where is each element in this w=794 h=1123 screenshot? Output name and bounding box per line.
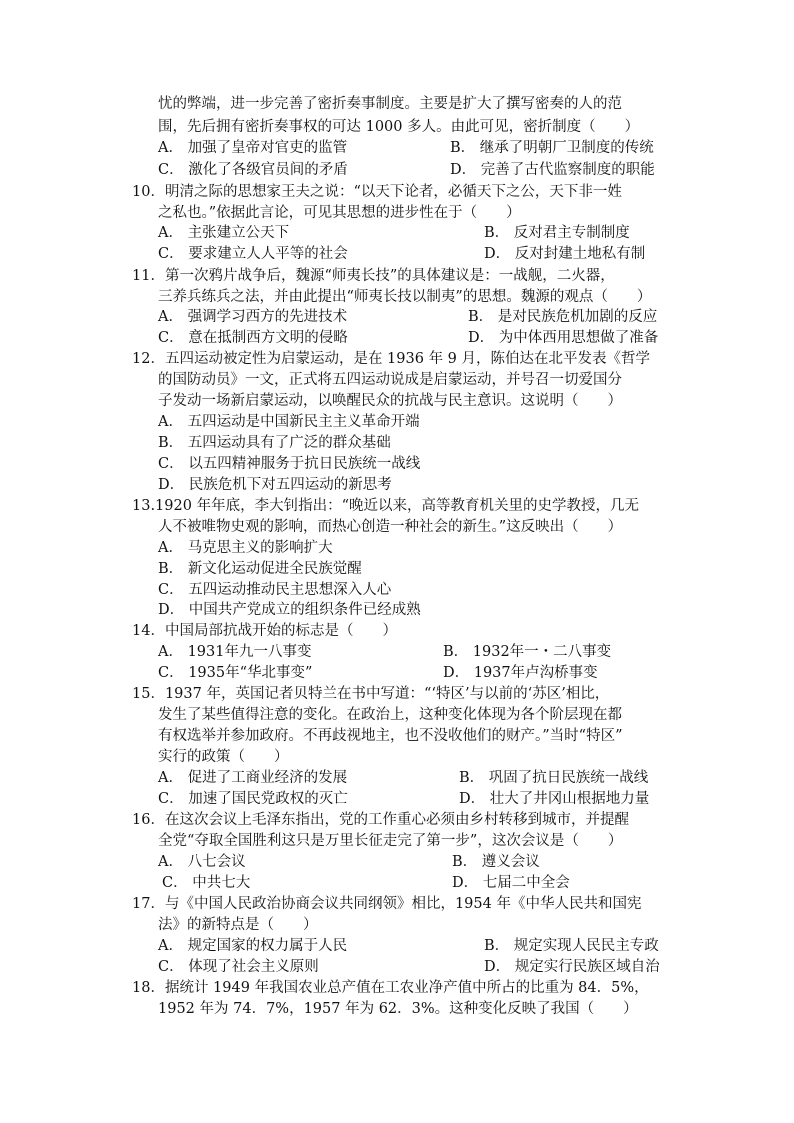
q16-option-d: D． 七届二中全会 <box>452 875 570 891</box>
q14-option-d: D． 1937年卢沟桥事变 <box>443 665 598 681</box>
q15-stem-line-4: 实行的政策（ ） <box>158 749 289 765</box>
q11-stem-line-1: 11．第一次鸦片战争后，魏源“师夷长技”的具体建议是：一战舰，二火器， <box>132 268 615 284</box>
q10-stem-line-1: 10．明清之际的思想家王夫之说：“以天下论者，必循天下之公，天下非一姓 <box>132 184 622 200</box>
q14-stem-line-1: 14．中国局部抗战开始的标志是（ ） <box>132 623 397 639</box>
q12-option-d: D． 民族危机下对五四运动的新思考 <box>158 477 392 493</box>
q16-option-b: B． 遵义会议 <box>452 854 540 870</box>
q10-option-c: C． 要求建立人人平等的社会 <box>158 246 348 262</box>
q16-stem-line-2: 全党“夺取全国胜利这只是万里长征走完了第一步”，这次会议是（ ） <box>158 833 623 849</box>
q14-option-a: A． 1931年九一八事变 <box>158 644 312 660</box>
q13-option-d: D． 中国共产党成立的组织条件已经成熟 <box>158 602 421 618</box>
q15-option-d: D． 壮大了井冈山根据地力量 <box>459 791 650 807</box>
q13-option-b: B． 新文化运动促进全民族觉醒 <box>158 561 362 577</box>
q9-stem-line-1: 忧的弊端，进一步完善了密折奏事制度。主要是扩大了撰写密奏的人的范 <box>158 96 622 112</box>
q15-option-a: A． 促进了工商业经济的发展 <box>158 770 348 786</box>
q12-stem-line-3: 子发动一场新启蒙运动，以唤醒民众的抗战与民主意识。这说明（ ） <box>158 393 622 409</box>
q12-option-a: A． 五四运动是中国新民主主义革命开端 <box>158 414 420 430</box>
q9-option-c: C． 激化了各级官员间的矛盾 <box>158 162 348 178</box>
q9-option-b: B． 继承了明朝厂卫制度的传统 <box>450 140 654 156</box>
q17-option-a: A． 规定国家的权力属于人民 <box>158 938 348 954</box>
q13-option-a: A． 马克思主义的影响扩大 <box>158 540 333 556</box>
q17-option-d: D． 规定实行民族区域自治 <box>484 959 660 975</box>
q13-option-c: C． 五四运动推动民主思想深入人心 <box>158 582 392 598</box>
q9-option-a: A． 加强了皇帝对官吏的监管 <box>158 140 348 156</box>
q16-stem-line-1: 16．在这次会议上毛泽东指出，党的工作重心必须由乡村转移到城市，并提醒 <box>132 812 629 828</box>
q11-option-c: C． 意在抵制西方文明的侵略 <box>158 330 348 346</box>
q13-stem-line-2: 人不被唯物史观的影响，而热心创造一种社会的新生。”这反映出（ ） <box>158 519 623 535</box>
q11-option-b: B． 是对民族危机加剧的反应 <box>468 309 658 325</box>
q16-option-a: A． 八七会议 <box>158 854 246 870</box>
q13-stem-line-1: 13.1920 年年底，李大钊指出：“晚近以来，高等教育机关里的史学教授，几无 <box>132 498 639 514</box>
q14-option-b: B． 1932年一・二八事变 <box>443 644 612 660</box>
q17-stem-line-2: 法》的新特点是（ ） <box>158 917 318 933</box>
q17-stem-line-1: 17．与《中国人民政治协商会议共同纲领》相比，1954 年《中华人民共和国宪 <box>132 896 642 912</box>
q9-stem-line-2: 围，先后拥有密折奏事权的可达 1000 多人。由此可见，密折制度（ ） <box>158 119 640 135</box>
q10-stem-line-2: 之私也。”依据此言论，可见其思想的进步性在于（ ） <box>158 205 521 221</box>
q10-option-d: D． 反对封建土地私有制 <box>484 246 646 262</box>
q15-option-c: C． 加速了国民党政权的灭亡 <box>158 791 348 807</box>
q16-option-c: C． 中共七大 <box>162 875 251 891</box>
q10-option-a: A． 主张建立公天下 <box>158 225 290 241</box>
q12-stem-line-2: 的国防动员》一文，正式将五四运动说成是启蒙运动，并号召一切爱国分 <box>158 372 622 388</box>
q15-option-b: B． 巩固了抗日民族统一战线 <box>459 770 649 786</box>
q11-option-d: D． 为中体西用思想做了准备 <box>468 330 659 346</box>
q11-option-a: A． 强调学习西方的先进技术 <box>158 309 348 325</box>
q12-option-c: C． 以五四精神服务于抗日民族统一战线 <box>158 456 421 472</box>
q17-option-c: C． 体现了社会主义原则 <box>158 959 319 975</box>
q15-stem-line-1: 15．1937 年，英国记者贝特兰在书中写道：“‘特区’与以前的‘苏区’相比， <box>132 686 610 702</box>
q14-option-c: C． 1935年“华北事变” <box>158 665 313 681</box>
q15-stem-line-2: 发生了某些值得注意的变化。在政治上，这种变化体现为各个阶层现在都 <box>158 707 622 723</box>
q15-stem-line-3: 有权选举并参加政府。不再歧视地主，也不没收他们的财产。”当时“特区” <box>158 728 623 744</box>
q10-option-b: B． 反对君主专制制度 <box>484 225 630 241</box>
q11-stem-line-2: 三养兵练兵之法，并由此提出“师夷长技以制夷”的思想。魏源的观点（ ） <box>158 289 652 305</box>
q12-stem-line-1: 12．五四运动被定性为启蒙运动，是在 1936 年 9 月，陈伯达在北平发表《哲学 <box>132 351 651 367</box>
q9-option-d: D． 完善了古代监察制度的职能 <box>450 162 655 178</box>
q18-stem-line-1: 18．据统计 1949 年我国农业总产值在工农业净产值中所占的比重为 84．5%， <box>132 980 649 996</box>
q18-stem-line-2: 1952 年为 74．7%，1957 年为 62．3%。这种变化反映了我国（ ） <box>158 1001 638 1017</box>
q17-option-b: B． 规定实现人民民主专政 <box>484 938 659 954</box>
q12-option-b: B． 五四运动具有了广泛的群众基础 <box>158 435 391 451</box>
